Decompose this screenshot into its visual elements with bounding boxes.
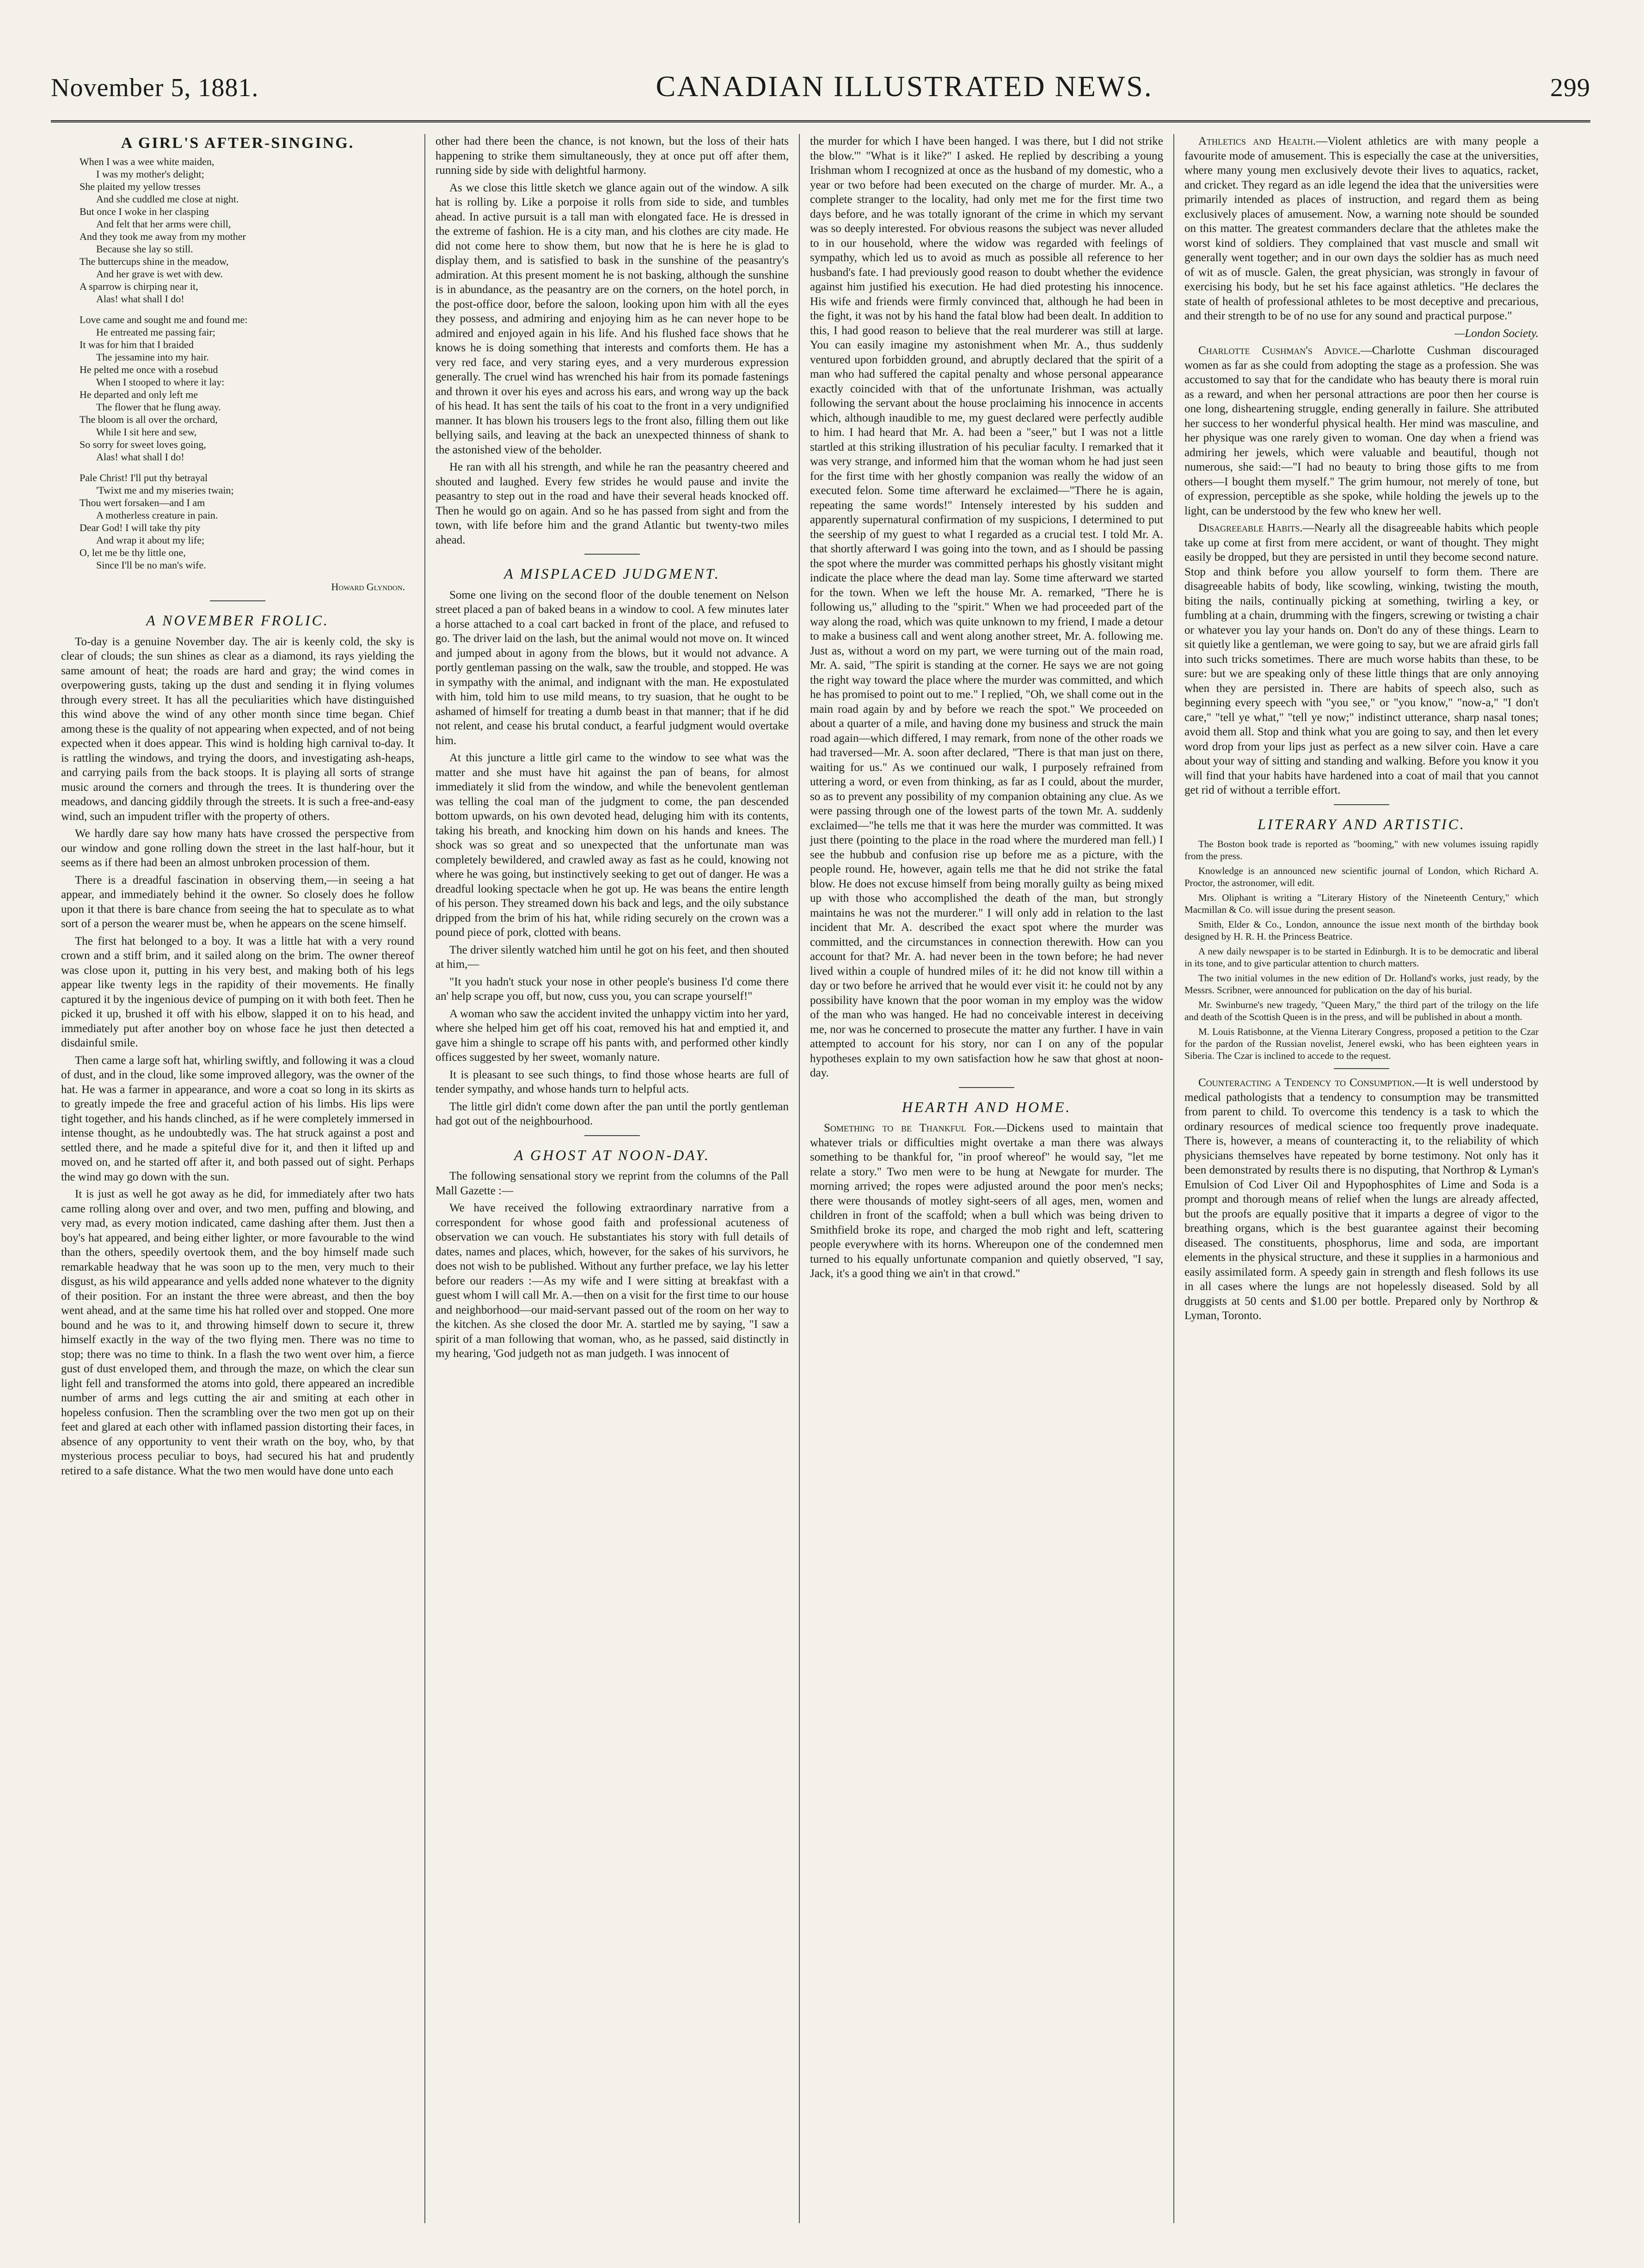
poem-line: Thou wert forsaken—and I am	[80, 496, 205, 508]
issue-date: November 5, 1881.	[51, 73, 259, 102]
paragraph-heading: Charlotte Cushman's Advice.	[1198, 344, 1361, 357]
poem-line: Alas! what shall I do!	[96, 293, 184, 305]
paragraph: It is pleasant to see such things, to find those whose hearts are full of tender sympathy, and whose hands turn to helpful acts.	[436, 1068, 789, 1095]
poem-line: Dear God! I will take thy pity	[80, 521, 201, 533]
paragraph-heading: Counteracting a Tendency to Consumption.	[1198, 1076, 1415, 1089]
paragraph: At this juncture a little girl came to the window to see what was the matter and she must have hit against the pan of beans, for almost immediately it slid from the window, and while the benevolent gentleman was telling the coal man of the judgment to come, the pan descended bottom upwards, on his own devoted head, deluging him with its contents, taking his breath, and knocking him down on his hands and knees. The shock was so great and so unexpected that the unfortunate man was completely bewildered, and crawled away as fast as he could, knowing not where he was going, but instinctively seeking to get out of danger. He was a dreadful looking spectacle when he got up. He was beans the entire length of his person. They streamed down his back and legs, and the oily substance dripped from the brim of his hat, while riding securely on the crown was a pound piece of pork, clotted with beans.	[436, 752, 789, 939]
poem-line: Pale Christ! I'll put thy betrayal	[80, 471, 208, 483]
poem-line: The flower that he flung away.	[96, 401, 221, 413]
paragraph: There is a dreadful fascination in observing them,—in seeing a hat appear, and immediately behind it the owner. So closely does he follow upon it that there is bare chance from seeing the hat to speculate as to what sort of a person the wearer must be, when he appears on the scene himself.	[61, 874, 414, 930]
article-title-hearth-and-home: HEARTH AND HOME.	[902, 1098, 1072, 1115]
paragraph: The little girl didn't come down after the pan until the portly gentleman had got out of the neighbourhood.	[436, 1100, 789, 1127]
literary-note: Mr. Swinburne's new tragedy, "Queen Mary," the third part of the trilogy on the life and death of the Scottish Queen is in the press, and will be published in about a month.	[1184, 999, 1539, 1022]
paragraph: Counteracting a Tendency to Consumption.—It is well understood by medical pathologists that a tendency to consumption may be transmitted from parent to child. To overcome this tendency is a task to which the ordinary resources of medical science too frequently prove inadequate. There is, however, a means of counteracting it, to the reliability of which physicians themselves have repeated by borne testimony. Not only has it been demonstrated by results there is no disputing, that Northrop & Lyman's Emulsion of Cod Liver Oil and Hypophosphites of Lime and Soda is a prompt and thorough means of relief when the lungs are already affected, but the proofs are equally positive that it imparts a degree of vigor to the breathing organs, which is the best guarantee against their becoming diseased. The constituents, phosphorus, lime and soda, are important elements in the physical structure, and these it supplies in a harmonious and easily assimilated form. A speedy gain in strength and flesh follows its use in all cases where the lungs are not hopelessly diseased. Sold by all druggists at 50 cents and $1.00 per bottle. Prepared only by Northrop & Lyman, Toronto.	[1184, 1076, 1539, 1322]
column-3	[800, 134, 1174, 2223]
poem-line: 'Twixt me and my miseries twain;	[96, 484, 234, 496]
poem-line: And they took me away from my mother	[80, 230, 246, 242]
newspaper-page	[51, 69, 1590, 2242]
literary-note: M. Louis Ratisbonne, at the Vienna Literary Congress, proposed a petition to the Czar for the pardon of the Russian novelist, Jenerel ewski, who has been eighteen years in Siberia. The Czar is inclined to accede to the request.	[1184, 1026, 1539, 1061]
paragraph-heading: Athletics and Health.	[1198, 135, 1316, 147]
poem-line: It was for him that I braided	[80, 338, 194, 350]
poem-author: Howard Glyndon.	[331, 581, 405, 593]
poem-line: But once I woke in her clasping	[80, 205, 209, 217]
paragraph: To-day is a genuine November day. The air is keenly cold, the sky is clear of clouds; the sun shines as clear as a diamond, its rays yielding the same amount of heat; the roads are hard and gray; the wind comes in overpowering gusts, taking up the dust and sending it in flying volumes through every street. It has all the peculiarities which have distinguished this wind above the wind of any other month since time began. Chief among these is the quality of not appearing when expected, and of not being expected when it does appear. This wind is holding high carnival to-day. It is rattling the windows, and trying the doors, and investigating ash-heaps, and carrying pails from the back stoops. It is playing all sorts of strange music around the corners and through the trees. It is thundering over the meadows, and dancing giddily through the streets. It is such a free-and-easy wind, such an impudent trifler with the property of others.	[61, 635, 414, 823]
divider	[584, 554, 640, 555]
poem-title: A GIRL'S AFTER-SINGING.	[121, 134, 355, 152]
poem-stanza-2	[80, 313, 414, 463]
masthead	[51, 69, 1590, 122]
poem-line: While I sit here and sew,	[96, 426, 197, 438]
source-credit: —London Society.	[1454, 327, 1539, 340]
page-number: 299	[1550, 73, 1590, 102]
paragraph: As we close this little sketch we glance again out of the window. A silk hat is rolling by. Like a porpoise it rolls from side to side, and tumbles ahead. In active pursuit is a tall man with elongated face. He is dressed in the extreme of fashion. He is a city man, and his clothes are city made. He did not come here to show them, but now that he is here he is glad to display them, and is satisfied to bask in the sunshine of the peasantry's admiration. At this present moment he is not basking, although the sunshine is in abundance, as the peasantry are on the corners, on the hotel porch, in the post-office door, before the saloon, looking upon him with all the eyes they possess, and admiring and enjoying him as he can never hope to be admired and enjoyed again in his life. And his flushed face shows that he knows he is doing something that interests and comforts them. He has a very red face, and very staring eyes, and a very murderous expression generally. The cruel wind has wrenched his hair from its pomade fastenings and thrown it over his eyes and across his ears, and wrong way up the back of his head. It has sent the tails of his coat to the front in a very undignified manner. It has blown his trousers legs to the front also, filling them out like bellying sails, and leaving at the back an unexpected thinness of shank to the astonished view of the beholder.	[436, 181, 789, 456]
paragraph: other had there been the chance, is not known, but the loss of their hats happening to strike them simultaneously, they at once put off after them, running side by side with delightful harmony.	[436, 135, 789, 177]
poem-line: A sparrow is chirping near it,	[80, 280, 198, 292]
paragraph: "It you hadn't stuck your nose in other people's business I'd come there an' help scrape you off, but now, cuss you, you can scrape yourself!"	[436, 975, 789, 1003]
literary-note: The two initial volumes in the new edition of Dr. Holland's works, just ready, by the Messrs. Scribner, were announced for publication on the day of his burial.	[1184, 972, 1539, 996]
poem-line: I was my mother's delight;	[96, 168, 204, 180]
article-title-misplaced-judgment: A MISPLACED JUDGMENT.	[504, 565, 720, 582]
article-title-literary-and-artistic: LITERARY AND ARTISTIC.	[1258, 815, 1466, 832]
divider	[210, 600, 265, 601]
newspaper-title: CANADIAN ILLUSTRATED NEWS.	[656, 70, 1153, 103]
poem-line: He entreated me passing fair;	[96, 326, 215, 338]
paragraph: The driver silently watched him until he got on his feet, and then shouted at him,—	[436, 943, 789, 971]
article-columns	[51, 134, 1590, 2223]
poem-line: And wrap it about my life;	[96, 534, 205, 546]
paragraph-heading: Disagreeable Habits.	[1198, 522, 1303, 534]
literary-note: Smith, Elder & Co., London, announce the issue next month of the birthday book designed by H. R. H. the Princess Beatrice.	[1184, 919, 1539, 942]
paragraph: The following sensational story we reprint from the columns of the Pall Mall Gazette :—	[436, 1170, 789, 1197]
poem-line: Because she lay so still.	[96, 243, 193, 255]
literary-notes	[1184, 838, 1539, 1062]
paragraph: Charlotte Cushman's Advice.—Charlotte Cushman discouraged women as far as she could from adopting the stage as a profession. She was accustomed to say that for the candidate who has beauty there is moral ruin as a reward, and when her personal attractions are poor then her course is one long, disheartening struggle, ending generally in failure. She attributed her success to her wonderful physical health. Her mind was masculine, and her physique was one rarely given to woman. One day when a friend was admiring her jewels, which were valuable and beautiful, though not numerous, she said:—"I had no beauty to bring those gifts to me from others—I bought them myself." The grim humour, not merely of tone, but of expression, perceptible as she spoke, while holding the jewels up to the light, can be understood by the few who knew her well.	[1184, 344, 1539, 517]
poem-line: O, let me be thy little one,	[80, 546, 186, 558]
poem-line: The buttercups shine in the meadow,	[80, 255, 229, 267]
paragraph: He ran with all his strength, and while he ran the peasantry cheered and shouted and laughed. Every few strides he would pause and invite the peasantry to step out in the road and have their several heads knocked off. Then he would go on again. And so he has passed from sight and from the town, with life before him and the grand Atlantic but twenty-two miles ahead.	[436, 461, 789, 546]
literary-note: Knowledge is an announced new scientific journal of London, which Richard A. Proctor, the astronomer, will edit.	[1184, 865, 1539, 888]
column-2	[425, 134, 800, 2223]
paragraph: The first hat belonged to a boy. It was a little hat with a very round crown and a stiff brim, and it sailed along on the brim. The owner thereof was close upon it, putting in his very best, and making both of his legs appear like twenty legs in the rapidity of their movements. He finally captured it by the ingenious device of pumping on it with both feet. Then he picked it up, brushed it off with his elbow, slapped it on to his head, and immediately put after another boy on whose face he just then detected a disdainful smile.	[61, 935, 414, 1049]
poem-line: And she cuddled me close at night.	[96, 193, 239, 205]
poem-line: Alas! what shall I do!	[96, 451, 184, 463]
paragraph: Then came a large soft hat, whirling swiftly, and following it was a cloud of dust, and in the cloud, like some improved allegory, was the owner of the hat. He was a farmer in appearance, and wore a coat so long in its skirts as to greatly impede the free and graceful action of his limbs. His lips were tight together, and his hands clinched, as if he were completely immersed in intense thought, as he undoubtedly was. The hat struck against a post and settled there, and he made a spiteful dive for it, and then it lifted up and moved on, and he started off after it, and both passed out of sight. Perhaps the wind may go down with the sun.	[61, 1054, 414, 1183]
divider	[584, 1135, 640, 1136]
paragraph: We hardly dare say how many hats have crossed the perspective from our window and gone rolling down the street in the last half-hour, but it seems as if there had been an almost unbroken procession of them.	[61, 827, 414, 869]
poem-line: The bloom is all over the orchard,	[80, 413, 218, 425]
paragraph: It is just as well he got away as he did, for immediately after two hats came rolling along over and over, and two men, puffing and blowing, and very mad, as every motion indicated, came dashing after them. Just then a boy's hat appeared, and being either lighter, or more favourable to the wind than the others, speedily overtook them, and the boy himself made such remarkable headway that he was soon up to the men, very much to their disgust, as his wild appearance and yells added none whatever to the dignity of their position. For an instant the three were abreast, and then the boy went ahead, and at the same time his hat rolled over and stopped. One more bound and he was to it, and throwing himself down to secure it, threw himself exactly in the way of the two flying men. There was no time to stop; there was no time to think. In a flash the two went over him, a fierce gust of dust enveloped them, and through the maze, on which the clear sun light fell and transformed the atoms into gold, there appeared an incredible number of arms and legs cutting the air and smiting at each other in hopeless confusion. Then the scrambling over the two men got up on their feet and glared at each other with inflamed passion distorting their faces, in absence of any opportunity to vent their wrath on the boy, who, by that mysterious process peculiar to boys, had secured his hat and prudently retired to a safe distance. What the two men would have done unto each	[61, 1188, 414, 1477]
poem-line: Since I'll be no man's wife.	[96, 559, 206, 571]
poem-line: And her grave is wet with dew.	[96, 268, 223, 280]
article-title-november-frolic: A NOVEMBER FROLIC.	[146, 612, 329, 629]
paragraph: the murder for which I have been hanged. I was there, but I did not strike the blow.'" "What is it like?" I asked. He replied by describing a young Irishman whom I recognized at once as the husband of my domestic, who a year or two before had been executed on the charge of murder. Mr. A., a complete stranger to the locality, had only met me for the first time two days before, and he was totally ignorant of the crime in which my servant was so deeply interested. For obvious reasons the subject was never alluded to in our household, where the widow was regarded with feelings of sympathy, which led us to avoid as much as possible all reference to her husband's fate. I had previously good reason to doubt whether the evidence against him justified his execution. He had died protesting his innocence. His wife and friends were firmly convinced that, although he had been in the fight, it was not by his hand the fatal blow had been dealt. In addition to this, I had good reason to believe that the real murderer was still at large. You can easily imagine my astonishment when Mr. A., thus suddenly ventured upon forbidden ground, and abruptly declared that the spirit of a man who had suffered the capital penalty and whose personal appearance exactly coincided with that of the unfortunate Irishman, was actually following the servant about the house proclaiming his innocence in accents which, although inaudible to me, my guest declared were perfectly audible to him. I had heard that Mr. A. had been a "seer," but I was not a little startled at this striking illustration of his peculiar faculty. I remarked that it was very strange, and informed him that the woman whom he had just seen for the first time with her ghostly companion was really the widow of an executed felon. Some time afterward he exclaimed—"There he is again, repeating the same words!" Intensely interested by his sudden and apparently supernatural confirmation of my suspicions, I determined to put the seership of my guest to what I regarded as a crucial test. I told Mr. A. that shortly afterward I was going into the town, and as I should be passing the spot where the murder was committed perhaps his ghostly visitant might indicate the place where the dead man lay. Some time afterward we started for the town. When we left the house Mr. A. remarked, "There he is following us," alluding to the "spirit." When we had proceeded part of the way along the road, which was quite unknown to my friend, I made a detour to make a business call and went along another street, Mr. A. following me. Just as, without a word on my part, we were turning out of the main road, Mr. A. said, "The spirit is standing at the corner. He says we are not going the right way toward the place where the murder was committed, and which he has promised to point out to me." I replied, "Oh, we shall come out in the main road again by and by before we reach the spot." We proceeded on about a quarter of a mile, and having done my business and struck the main road again—which differed, I may remark, from none of the other roads we had traversed—Mr. A. soon after declared, "There is that man just on there, waiting for us." As we continued our walk, I purposely refrained from uttering a word, or even from thinking, as far as I could, about the murder, so as to prevent any possibility of my companion obtaining any clue. As we were passing through one of the lowest parts of the town Mr. A. suddenly exclaimed—"he tells me that it was here the murder was committed. It was just there (pointing to the place in the road where the murdered man fell.) I see the hubbub and confusion rise up before me as a picture, with the people round. He, however, again tells me that he did not strike the fatal blow. He does not excuse himself from being morally guilty as being mixed up with those who accomplished the death of the man, but strongly maintains he was not the murderer." I will only add in relation to the last incident that Mr. A. described the exact spot where the murder was committed, and the circumstances in connection therewith. How can you account for that? Mr. A. had never been in the town before; he had never lived within a couple of hundred miles of it: he did not know till within a day or two before he arrived that he would ever visit it: he could not by any possibility have known that the poor woman in my employ was the widow of the man who was hanged. He had no conceivable interest in deceiving me, nor was he concerned to prosecute the matter any further. I have in vain attempted to account for his story, nor can I on any of the popular hypotheses explain to my own satisfaction how he saw that ghost at noon-day.	[810, 135, 1163, 1079]
poem-line: When I was a wee white maiden,	[80, 155, 215, 167]
poem-stanza-1	[80, 155, 414, 305]
poem-line: So sorry for sweet loves going,	[80, 438, 206, 450]
paragraph-heading: Something to be Thankful For.	[824, 1122, 995, 1134]
divider	[1334, 804, 1389, 805]
column-1	[51, 134, 425, 2223]
paragraph: Athletics and Health.—Violent athletics are with many people a favourite mode of amusement. This is especially the case at the universities, where many young men exclusively devote their lives to aquatics, racket, and cricket. They regard as an idle legend the idea that the universities were primarily intended as places of instruction, and regard them as being exclusively places of amusement. Now, a warning note should be sounded on this matter. The greatest commanders declare that the athletes make the worst kind of soldiers. They complained that vast muscle and small wit generally went together; and in our own days the soldier has as much need of wit as of muscle. Galen, the great physician, was strongly in favour of exercising his body, but he set his face against athletics. "He declares the state of health of professional athletes to be most deceptive and precarious, and their strength to be of no use for any sound and practical purpose."	[1184, 135, 1539, 322]
paragraph: Disagreeable Habits.—Nearly all the disagreeable habits which people take up come at first from mere accident, or want of thought. They might easily be dropped, but they are persisted in until they become second nature. Stop and think before you allow yourself to form them. There are disagreeable habits of body, like scowling, winking, twisting the mouth, biting the nails, continually picking at something, twirling a key, or fumbling at a chain, drumming with the fingers, screwing or twisting a chair or whatever you lay your hands on. Don't do any of these things. Learn to sit quietly like a gentleman, we were going to say, but we are afraid girls fall into such tricks sometimes. There are much worse habits than these, to be sure: but we are speaking only of these little things that are only annoying when they are persisted in. There are habits of speech also, such as beginning every speech with "you see," or "you know," "now-a," "I don't care," "tell ye what," "tell ye now;" indistinct utterance, sharp nasal tones; avoid them all. Stop and think what you are going to say, and then let every word drop from your lips just as perfect as a new silver coin. Have a care about your way of sitting and standing and walking. Before you know it you will find that your habits have hardened into a coat of mail that you cannot get rid of without a terrible effort.	[1184, 522, 1539, 796]
poem-line: And felt that her arms were chill,	[96, 218, 231, 230]
paragraph: Some one living on the second floor of the double tenement on Nelson street placed a pan of baked beans in a window to cool. A few minutes later a horse attached to a coal cart backed in front of the place, and refused to go. The driver laid on the lash, but the animal would not move on. It winced and jumped about in agony from the blows, but it would not advance. A portly gentleman passing on the walk, saw the trouble, and stopped. He was in sympathy with the animal, and indignant with the man. He expostulated with him, told him to use mild means, to try suasion, that he ought to be ashamed of himself for treating a dumb beast in that manner; that if he did not relent, and cease his brutal conduct, a fearful judgment would overtake him.	[436, 588, 789, 747]
divider	[959, 1087, 1014, 1088]
paragraph: We have received the following extraordinary narrative from a correspondent for whose good faith and professional acuteness of observation we can vouch. He substantiates his story with full details of dates, names and places, which, however, for the sakes of his survivors, he does not wish to be published. Without any further preface, we lay his letter before our readers :—As my wife and I were sitting at breakfast with a guest whom I will call Mr. A.—then on a visit for the first time to our house and neighborhood—our maid-servant passed out of the room on her way to the kitchen. As she closed the door Mr. A. startled me by saying, "I saw a spirit of a man following that woman, who, as he passed, said distinctly in my hearing, 'God judgeth not as man judgeth. I was innocent of	[436, 1202, 789, 1360]
paragraph: A woman who saw the accident invited the unhappy victim into her yard, where she helped him get off his coat, removed his hat and emptied it, and gave him a shingle to scrape off his pants with, and performed other kindly offices suggested by her sweet, womanly nature.	[436, 1007, 789, 1064]
poem-line: The jessamine into my hair.	[96, 351, 209, 363]
literary-note: The Boston book trade is reported as "booming," with new volumes issuing rapidly from the press.	[1184, 838, 1539, 862]
column-4	[1174, 134, 1549, 2223]
poem-line: He pelted me once with a rosebud	[80, 363, 218, 375]
divider	[1334, 1068, 1389, 1069]
poem-line: A motherless creature in pain.	[96, 509, 218, 521]
poem-line: When I stooped to where it lay:	[96, 376, 225, 388]
poem-line: Love came and sought me and found me:	[80, 313, 248, 325]
paragraph: Something to be Thankful For.—Dickens used to maintain that whatever trials or difficulties might overtake a man there was always something to be thankful for, "in proof whereof" he would say, "let me relate a story." Two men were to be hung at Newgate for murder. The morning arrived; the ropes were adjusted around the poor men's necks; there were thousands of motley sight-seers of all ages, men, women and children in front of the scaffold; when a bull which was being driven to Smithfield broke its rope, and charged the mob right and left, scattering people everywhere with its horns. Whereupon one of the condemned men turned to his equally unfortunate companion and quietly observed, "I say, Jack, it's a good thing we ain't in that crowd."	[810, 1122, 1163, 1280]
literary-note: Mrs. Oliphant is writing a "Literary History of the Nineteenth Century," which Macmillan & Co. will issue during the present season.	[1184, 892, 1539, 915]
poem-line: She plaited my yellow tresses	[80, 180, 201, 192]
poem-stanza-3	[80, 471, 414, 571]
literary-note: A new daily newspaper is to be started in Edinburgh. It is to be democratic and liberal in its tone, and to give particular attention to church matters.	[1184, 946, 1539, 969]
poem-line: He departed and only left me	[80, 388, 198, 400]
article-title-ghost-at-noon-day: A GHOST AT NOON-DAY.	[514, 1146, 710, 1163]
